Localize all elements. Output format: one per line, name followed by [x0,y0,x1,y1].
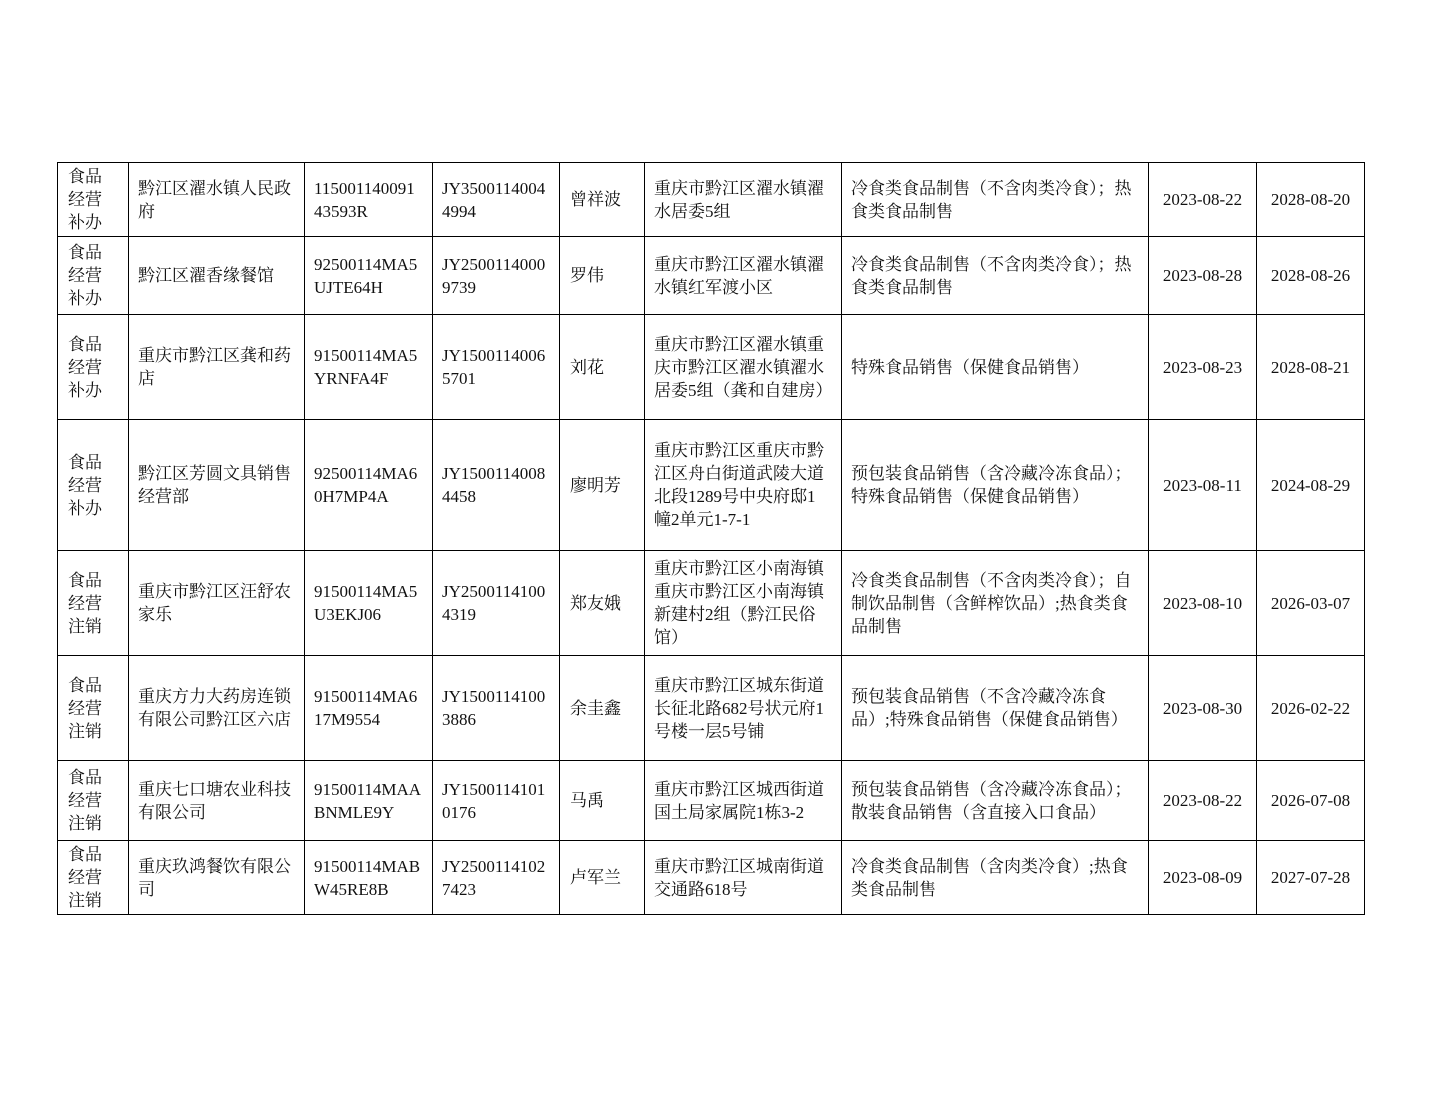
type-line: 注销 [68,721,102,741]
cell-end-date: 2026-03-07 [1257,551,1365,656]
cell-end-date: 2028-08-26 [1257,237,1365,315]
cell-credit-code: 91500114MA5U3EKJ06 [305,551,433,656]
cell-type [58,420,129,551]
type-line: 经营 [68,475,102,495]
cell-type [58,237,129,315]
type-line: 经营 [68,698,102,718]
type-line: 经营 [68,357,102,377]
cell-person: 曾祥波 [560,163,645,237]
cell-end-date: 2028-08-21 [1257,315,1365,420]
table-row [58,551,1365,656]
cell-address: 重庆市黔江区濯水镇濯水镇红军渡小区 [645,237,842,315]
food-license-table [57,162,1365,915]
cell-license-no: JY25001140009739 [433,237,560,315]
cell-scope: 冷食类食品制售（不含肉类冷食）；热食类食品制售 [842,163,1149,237]
cell-scope: 特殊食品销售（保健食品销售） [842,315,1149,420]
cell-type [58,841,129,915]
cell-name: 重庆市黔江区龚和药店 [129,315,305,420]
type-line: 食品 [68,167,102,186]
type-line: 经营 [68,266,102,285]
type-line: 食品 [68,845,102,864]
type-line: 补办 [68,380,102,400]
type-line: 经营 [68,190,102,209]
cell-start-date: 2023-08-23 [1149,315,1257,420]
cell-scope: 冷食类食品制售（不含肉类冷食）；自制饮品制售（含鲜榨饮品）;热食类食品制售 [842,551,1149,656]
cell-scope: 预包装食品销售（含冷藏冷冻食品）；散装食品销售（含直接入口食品） [842,761,1149,841]
cell-name: 黔江区濯水镇人民政府 [129,163,305,237]
type-line: 注销 [68,814,102,833]
cell-address: 重庆市黔江区城南街道交通路618号 [645,841,842,915]
cell-license-no: JY15001141010176 [433,761,560,841]
type-line: 食品 [68,768,102,787]
cell-type [58,656,129,761]
cell-license-no: JY15001141003886 [433,656,560,761]
cell-person: 罗伟 [560,237,645,315]
cell-scope: 冷食类食品制售（不含肉类冷食）；热食类食品制售 [842,237,1149,315]
cell-start-date: 2023-08-30 [1149,656,1257,761]
cell-person: 马禹 [560,761,645,841]
cell-name: 黔江区濯香缘餐馆 [129,237,305,315]
type-line: 注销 [68,891,102,910]
cell-credit-code: 11500114009143593R [305,163,433,237]
cell-person: 余圭鑫 [560,656,645,761]
table-row [58,237,1365,315]
table-body [58,163,1365,915]
table-row [58,841,1365,915]
cell-credit-code: 91500114MABW45RE8B [305,841,433,915]
cell-address: 重庆市黔江区小南海镇重庆市黔江区小南海镇新建村2组（黔江民俗馆） [645,551,842,656]
cell-end-date: 2026-02-22 [1257,656,1365,761]
type-line: 经营 [68,868,102,887]
cell-name: 黔江区芳圆文具销售经营部 [129,420,305,551]
cell-person: 刘花 [560,315,645,420]
cell-end-date: 2026-07-08 [1257,761,1365,841]
table-row [58,420,1365,551]
cell-start-date: 2023-08-09 [1149,841,1257,915]
type-line: 注销 [68,616,102,636]
cell-name: 重庆七口塘农业科技有限公司 [129,761,305,841]
cell-credit-code: 92500114MA60H7MP4A [305,420,433,551]
cell-start-date: 2023-08-22 [1149,163,1257,237]
cell-address: 重庆市黔江区濯水镇濯水居委5组 [645,163,842,237]
table-row [58,163,1365,237]
cell-license-no: JY15001140084458 [433,420,560,551]
cell-address: 重庆市黔江区城西街道国土局家属院1栋3-2 [645,761,842,841]
cell-credit-code: 91500114MA617M9554 [305,656,433,761]
cell-license-no: JY15001140065701 [433,315,560,420]
cell-person: 卢军兰 [560,841,645,915]
cell-name: 重庆方力大药房连锁有限公司黔江区六店 [129,656,305,761]
cell-credit-code: 91500114MA5YRNFA4F [305,315,433,420]
type-line: 经营 [68,593,102,613]
table-row [58,761,1365,841]
cell-end-date: 2027-07-28 [1257,841,1365,915]
cell-type [58,315,129,420]
type-line: 经营 [68,791,102,810]
cell-scope: 预包装食品销售（不含冷藏冷冻食品）;特殊食品销售（保健食品销售） [842,656,1149,761]
cell-type [58,761,129,841]
cell-name: 重庆市黔江区汪舒农家乐 [129,551,305,656]
cell-start-date: 2023-08-22 [1149,761,1257,841]
cell-end-date: 2024-08-29 [1257,420,1365,551]
table-row [58,315,1365,420]
cell-person: 郑友娥 [560,551,645,656]
cell-type [58,163,129,237]
cell-person: 廖明芳 [560,420,645,551]
type-line: 食品 [68,570,102,590]
cell-scope: 预包装食品销售（含冷藏冷冻食品）；特殊食品销售（保健食品销售） [842,420,1149,551]
type-line: 食品 [68,675,102,695]
cell-type [58,551,129,656]
cell-address: 重庆市黔江区濯水镇重庆市黔江区濯水镇濯水居委5组（龚和自建房） [645,315,842,420]
type-line: 食品 [68,452,102,472]
cell-name: 重庆玖鸿餐饮有限公司 [129,841,305,915]
type-line: 补办 [68,498,102,518]
cell-scope: 冷食类食品制售（含肉类冷食）;热食类食品制售 [842,841,1149,915]
cell-license-no: JY25001141004319 [433,551,560,656]
cell-start-date: 2023-08-11 [1149,420,1257,551]
cell-license-no: JY25001141027423 [433,841,560,915]
cell-address: 重庆市黔江区重庆市黔江区舟白街道武陵大道北段1289号中央府邸1幢2单元1-7-1 [645,420,842,551]
cell-credit-code: 92500114MA5UJTE64H [305,237,433,315]
cell-start-date: 2023-08-10 [1149,551,1257,656]
type-line: 补办 [68,289,102,308]
type-line: 补办 [68,213,102,232]
cell-license-no: JY35001140044994 [433,163,560,237]
cell-start-date: 2023-08-28 [1149,237,1257,315]
cell-address: 重庆市黔江区城东街道长征北路682号状元府1号楼一层5号铺 [645,656,842,761]
type-line: 食品 [68,334,102,354]
cell-end-date: 2028-08-20 [1257,163,1365,237]
table-row [58,656,1365,761]
type-line: 食品 [68,243,102,262]
cell-credit-code: 91500114MAABNMLE9Y [305,761,433,841]
